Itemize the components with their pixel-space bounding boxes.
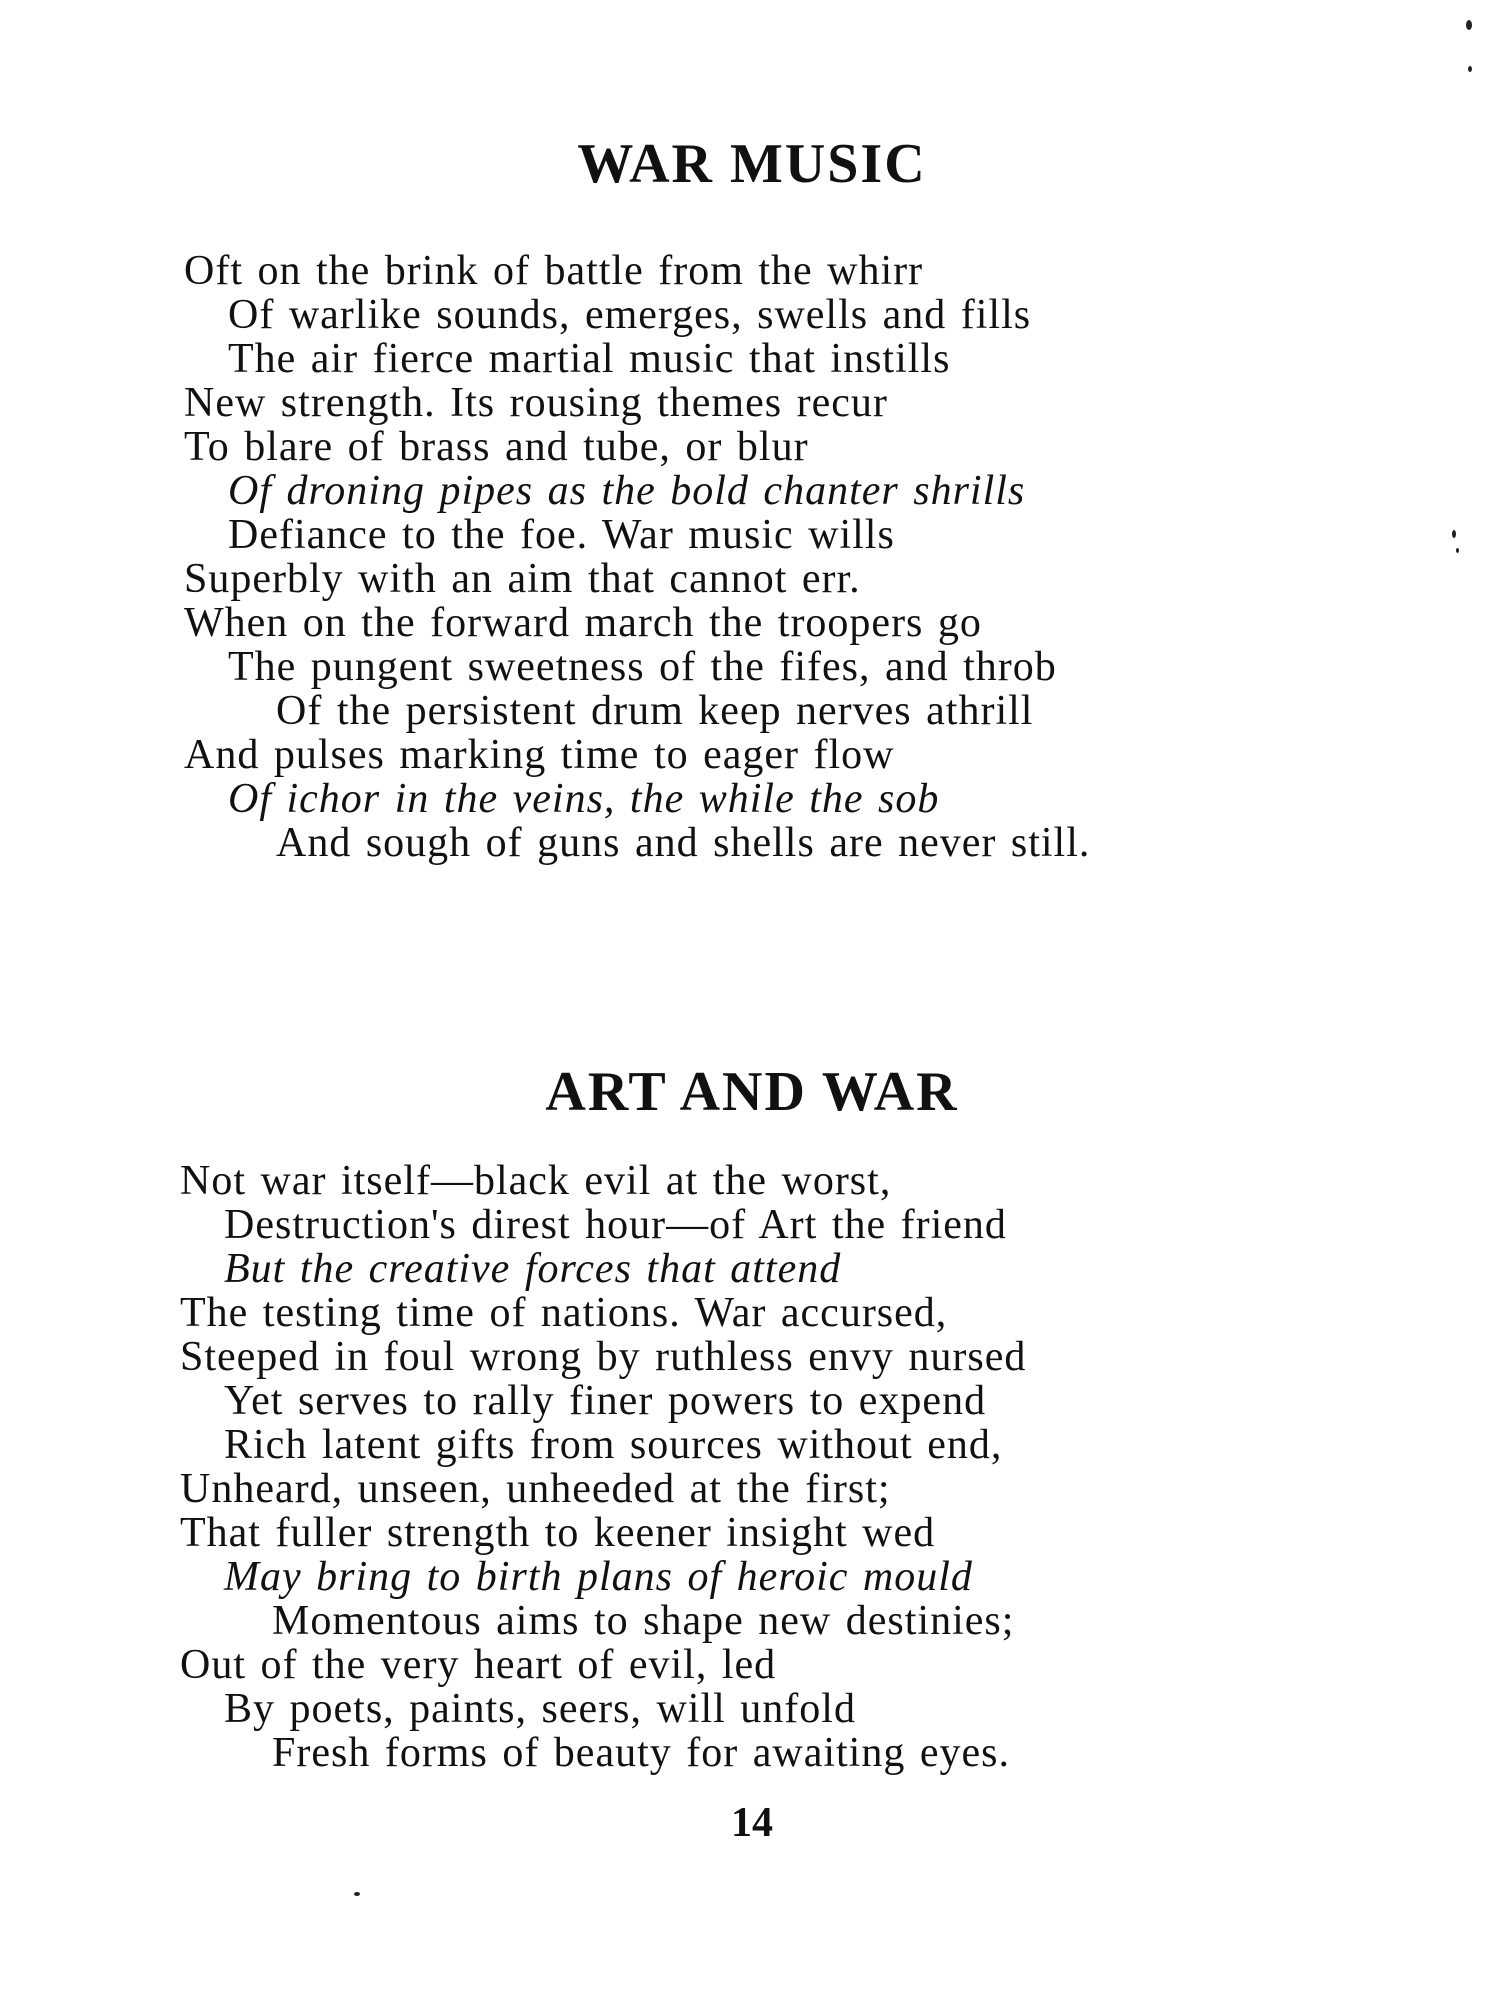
poem-line: Of warlike sounds, emerges, swells and fills (228, 292, 1032, 338)
poem-line: Yet serves to rally finer powers to expend (224, 1378, 987, 1424)
poem-line: Rich latent gifts from sources without end, (224, 1422, 1003, 1468)
poem-line: To blare of brass and tube, or blur (184, 424, 809, 470)
scan-speck (1466, 20, 1472, 30)
poem-line: May bring to birth plans of heroic mould (224, 1554, 973, 1600)
poem-line: The air fierce martial music that instills (228, 336, 951, 382)
poem-line: When on the forward march the troopers go (184, 600, 982, 646)
page-number: 14 (731, 1800, 773, 1846)
scan-speck (1452, 530, 1456, 538)
poem-line: Fresh forms of beauty for awaiting eyes. (272, 1730, 1010, 1776)
poem-line: Superbly with an aim that cannot err. (184, 556, 861, 602)
poem-line: Steeped in foul wrong by ruthless envy nursed (180, 1334, 1027, 1380)
poem-line: That fuller strength to keener insight wed (180, 1510, 936, 1556)
poem-line: Of the persistent drum keep nerves athrill (276, 688, 1034, 734)
scan-speck (354, 1892, 360, 1896)
poem-line: Destruction's direst hour—of Art the friend (224, 1202, 1007, 1248)
poem-line: Of ichor in the veins, the while the sob (228, 776, 940, 822)
poem-line: Unheard, unseen, unheeded at the first; (180, 1466, 891, 1512)
poem-line: By poets, paints, seers, will unfold (224, 1686, 856, 1732)
poem-line: New strength. Its rousing themes recur (184, 380, 888, 426)
poem-title-war-music: WAR MUSIC (577, 133, 927, 195)
poem-line: Of droning pipes as the bold chanter shrills (228, 468, 1026, 514)
poem-line: The pungent sweetness of the fifes, and throb (228, 644, 1057, 690)
poem-line: And sough of guns and shells are never still. (276, 820, 1091, 866)
poem-line: But the creative forces that attend (224, 1246, 842, 1292)
poem-line: Momentous aims to shape new destinies; (272, 1598, 1015, 1644)
poem-line: Oft on the brink of battle from the whirr (184, 248, 924, 294)
poem-line: The testing time of nations. War accursed, (180, 1290, 948, 1336)
poem-title-art-and-war: ART AND WAR (545, 1061, 959, 1123)
scan-speck (1468, 66, 1472, 72)
poem-line: And pulses marking time to eager flow (184, 732, 895, 778)
poem-line: Not war itself—black evil at the worst, (180, 1158, 892, 1204)
poem-line: Defiance to the foe. War music wills (228, 512, 895, 558)
poem-line: Out of the very heart of evil, led (180, 1642, 777, 1688)
scan-speck (1456, 548, 1459, 553)
